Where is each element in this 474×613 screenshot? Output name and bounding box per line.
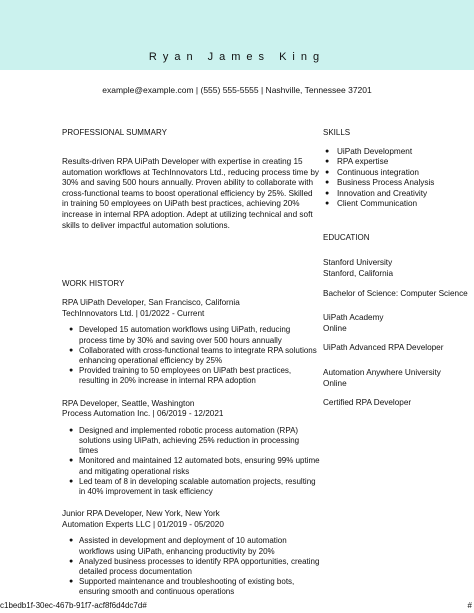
edu-school (323, 313, 468, 334)
job-bullet: ● Supported maintenance and troubleshooting of existing bots, ensuring smooth and continuous operations (72, 577, 320, 597)
candidate-name: Ryan James King (148, 51, 326, 63)
job-meta: TechInnovators Ltd. | 01/2022 - Current (62, 308, 205, 318)
edu-school (323, 258, 468, 279)
edu-line: Online (323, 323, 347, 333)
edu-line: Stanford, California (323, 269, 394, 279)
job-bullets (62, 426, 320, 497)
job-bullet: ● Monitored and maintained 12 automated bots, ensuring 99% uptime and mitigating operational risks (72, 456, 320, 476)
skill-item: ● UiPath Development (323, 147, 468, 157)
education-heading: EDUCATION (323, 233, 370, 243)
job-entry (62, 509, 320, 597)
skills-heading: SKILLS (323, 128, 351, 137)
job-entry (62, 298, 320, 386)
contact-line: example@example.com | (555) 555-5555 | Nashville, Tennessee 37201 (102, 85, 372, 95)
edu-degree: UiPath Advanced RPA Developer (323, 343, 444, 353)
document-id: c1bedb1f-30ec-467b-91f7-acf8f6d4dc7d# (0, 601, 147, 610)
job-bullet: ● Designed and implemented robotic process automation (RPA) solutions using UiPath, achieving 25% reduction in processing times (72, 426, 320, 457)
job-bullet: ● Assisted in development and deployment of 10 automation workflows using UiPath, enhancing productivity by 20% (72, 536, 320, 556)
job-bullet: ● Led team of 8 in developing scalable automation projects, resulting in 40% improvement in task efficiency (72, 477, 320, 497)
job-bullet: ● Analyzed business processes to identify RPA opportunities, creating detailed process documentation (72, 557, 320, 577)
skill-item: ● Innovation and Creativity (323, 189, 468, 199)
skills-list (323, 147, 468, 209)
edu-line: Online (323, 378, 347, 388)
summary-text: Results-driven RPA UiPath Developer with expertise in creating 15 automation workflows at TechInnovators Ltd., reducing process time by 30% and saving 500 hours annually. Proven ability to collaborate with cross-functional teams to boost operational efficiency by 25%. Skilled in training 50 employees on UiPath best practices, achieving 20% increase in internal RPA adoption. Adept at utilizing technical and soft skills to deliver impactful automation solutions. (62, 157, 319, 230)
job-bullets (62, 536, 320, 597)
job-title: RPA Developer, Seattle, Washington (62, 398, 195, 408)
job-bullet: ● Developed 15 automation workflows using UiPath, reducing process time by 30% and saving over 500 hours annually (72, 325, 320, 345)
job-entry (62, 399, 320, 498)
edu-line: Stanford University (323, 258, 393, 268)
skill-item: ● RPA expertise (323, 157, 468, 167)
skill-item: ● Client Communication (323, 199, 468, 209)
skill-item: ● Business Process Analysis (323, 178, 468, 188)
summary-heading: PROFESSIONAL SUMMARY (62, 128, 167, 137)
job-title: RPA UiPath Developer, San Francisco, California (62, 298, 240, 308)
right-column (323, 128, 468, 418)
job-bullets (62, 325, 320, 386)
job-title: Junior RPA Developer, New York, New York (62, 509, 220, 519)
work-heading: WORK HISTORY (62, 279, 125, 289)
edu-school (323, 368, 468, 389)
job-bullet: ● Provided training to 50 employees on UiPath best practices, resulting in 20% increase in internal RPA adoption (72, 366, 320, 386)
job-meta: Automation Experts LLC | 01/2019 - 05/2020 (62, 519, 224, 529)
left-column (62, 128, 320, 606)
edu-line: Automation Anywhere University (323, 368, 441, 377)
footer-hash: # (467, 601, 472, 610)
edu-degree: Certified RPA Developer (323, 398, 412, 408)
job-meta: Process Automation Inc. | 06/2019 - 12/2021 (62, 409, 224, 419)
skill-item: ● Continuous integration (323, 168, 468, 178)
edu-line: UiPath Academy (323, 313, 384, 323)
job-bullet: ● Collaborated with cross-functional teams to integrate RPA solutions enhancing operational efficiency by 25% (72, 346, 320, 366)
edu-degree: Bachelor of Science: Computer Science (323, 288, 468, 298)
